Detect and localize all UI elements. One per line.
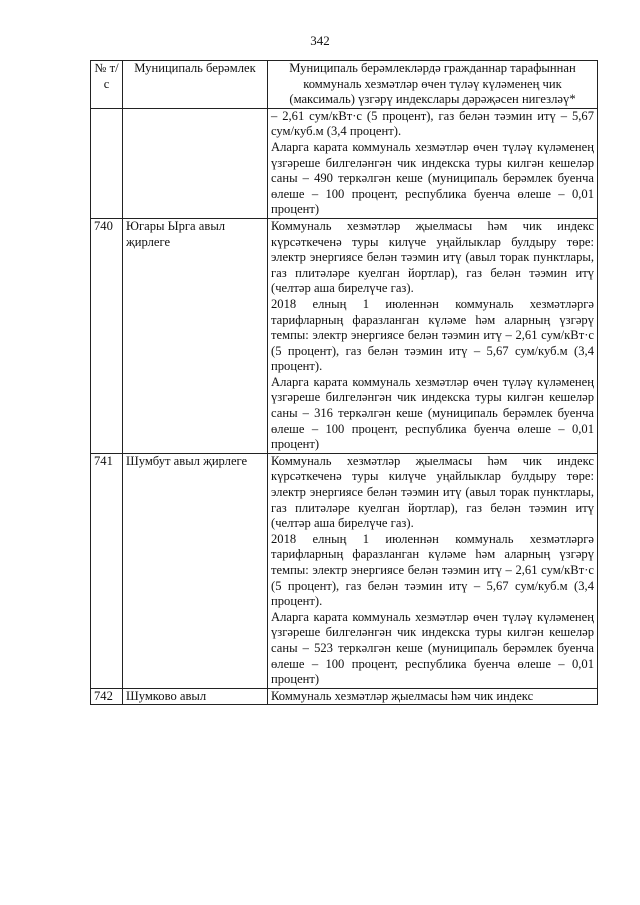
cell-description — [268, 218, 598, 453]
paragraph: Коммуналь хезмәтләр җыелмасы һәм чик индекс күрсәткеченә туры килүче уңайлыклар булдыру төре: электр энергиясе белән тәэмин итү (авыл торак пунктлары, газ плитәләре куелган йортлар), газ белән тәэмин итү (челтәр аша бирелүче газ). — [271, 453, 594, 531]
table-row-continuation — [91, 108, 598, 218]
cell-description-continuation — [268, 108, 598, 218]
paragraph: Аларга карата коммуналь хезмәтләр өчен түләү күләменең үзгәреше билгеләнгән чик индекска туры килгән кешеләр саны – 490 теркәлгән кеше (муниципаль берәмлек буенча өлеше – 100 процент, республика буенча өлеше – 0,01 процент) — [271, 139, 594, 217]
page-number: 342 — [310, 33, 330, 48]
cell-municipality-empty — [123, 108, 268, 218]
header-description: Муниципаль берәмлекләрдә гражданнар тарафыннан коммуналь хезмәтләр өчен түләү күләменең чик (максималь) үзгәрү индекслары дәрәҗәсен нигезләү* — [268, 61, 598, 109]
cell-description — [268, 453, 598, 688]
table-row-741 — [91, 453, 598, 688]
cell-municipality: Югары Ырга авыл җирлеге — [123, 218, 268, 453]
municipal-index-table — [90, 60, 598, 705]
paragraph: Коммуналь хезмәтләр җыелмасы һәм чик индекс күрсәткеченә туры килүче уңайлыклар булдыру төре: электр энергиясе белән тәэмин итү (авыл торак пунктлары, газ плитәләре куелган йортлар), газ белән тәэмин итү (челтәр аша бирелүче газ). — [271, 218, 594, 296]
cell-num: 742 — [91, 688, 123, 705]
table-row-742 — [91, 688, 598, 705]
paragraph: 2018 елның 1 июленнән коммуналь хезмәтләргә тарифларның фаразланган күләме һәм аларның үзгәрү темпы: электр энергиясе белән тәэмин итү – 2,61 сум/кВт·с (5 процент), газ белән тәэмин итү – 5,67 сум/куб.м (3,4 процент). — [271, 531, 594, 609]
cell-municipality: Шумбут авыл җирлеге — [123, 453, 268, 688]
table-header-row — [91, 61, 598, 109]
paragraph: – 2,61 сум/кВт·с (5 процент), газ белән тәэмин итү – 5,67 сум/куб.м (3,4 процент). — [271, 108, 594, 139]
header-num: № т/с — [91, 61, 123, 109]
paragraph: 2018 елның 1 июленнән коммуналь хезмәтләргә тарифларның фаразланган күләме һәм аларның үзгәрү темпы: электр энергиясе белән тәэмин итү – 2,61 сум/кВт·с (5 процент), газ белән тәэмин итү – 5,67 сум/куб.м (3,4 процент). — [271, 296, 594, 374]
cell-num: 741 — [91, 453, 123, 688]
paragraph: Аларга карата коммуналь хезмәтләр өчен түләү күләменең үзгәреше билгеләнгән чик индекска туры килгән кешеләр саны – 316 теркәлгән кеше (муниципаль берәмлек буенча өлеше – 100 процент, республика буенча өлеше – 0,01 процент) — [271, 374, 594, 452]
table-row-740 — [91, 218, 598, 453]
cell-municipality: Шумково авыл — [123, 688, 268, 705]
cell-num: 740 — [91, 218, 123, 453]
cell-description — [268, 688, 598, 705]
paragraph: Аларга карата коммуналь хезмәтләр өчен түләү күләменең үзгәреше билгеләнгән чик индекска туры килгән кешеләр саны – 523 теркәлгән кеше (муниципаль берәмлек буенча өлеше – 100 процент, республика буенча өлеше – 0,01 процент) — [271, 609, 594, 687]
paragraph: Коммуналь хезмәтләр җыелмасы һәм чик индекс — [271, 688, 534, 703]
header-municipality: Муниципаль берәмлек — [123, 61, 268, 109]
cell-num-empty — [91, 108, 123, 218]
